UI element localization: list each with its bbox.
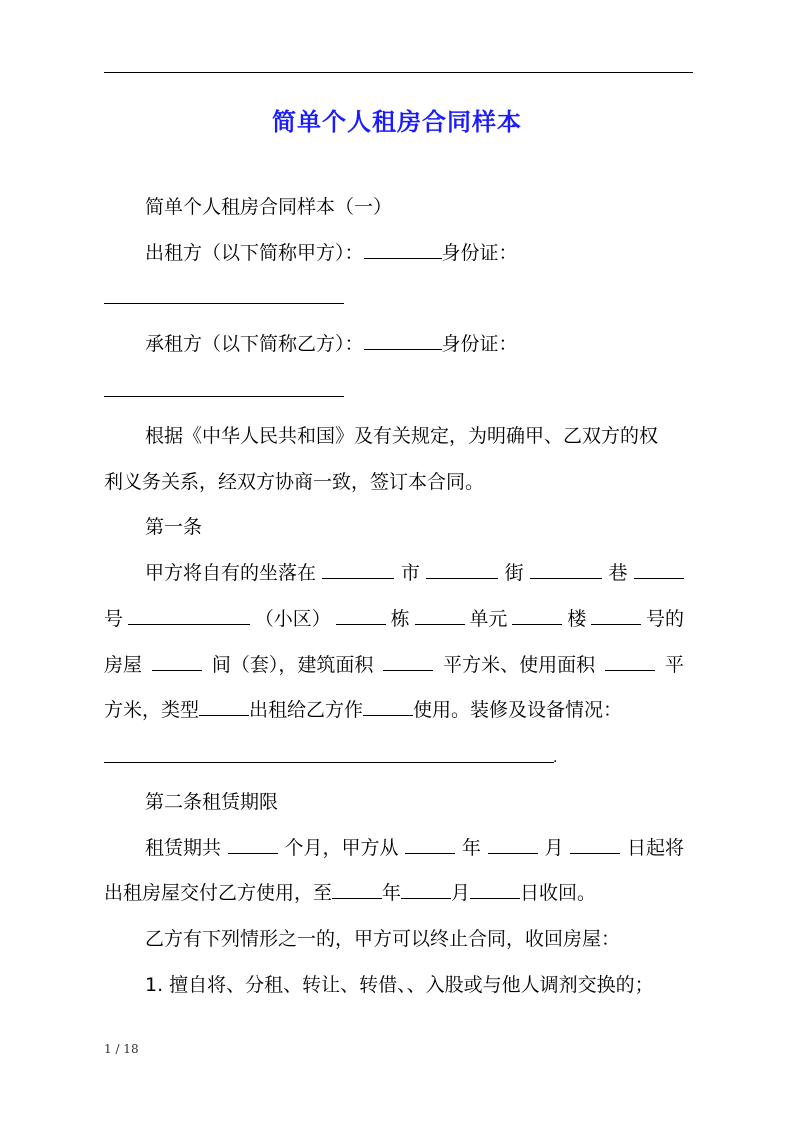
termination-intro: 乙方有下列情形之一的，甲方可以终止合同，收回房屋：: [145, 928, 621, 950]
lane-blank: [530, 560, 602, 579]
rooms-blank: [152, 652, 202, 671]
lessee-name-blank: [364, 331, 442, 350]
building-area-blank: [383, 652, 433, 671]
type-blank: [199, 697, 249, 716]
a2-text-5: 楼: [567, 608, 587, 630]
community-blank: [128, 606, 250, 625]
a1-text-4: 巷: [608, 562, 628, 584]
article-2-heading: 第二条租赁期限: [145, 791, 279, 813]
b1-text-1: 租赁期共: [145, 837, 222, 859]
a2-text-1: 号: [104, 608, 124, 630]
floor-blank: [512, 606, 562, 625]
header-rule: [104, 72, 693, 73]
article-2-line-2: [104, 880, 596, 906]
a1-text-3: 街: [504, 562, 524, 584]
lessee-line: [145, 331, 518, 357]
use-blank: [363, 697, 413, 716]
document-title: 简单个人租房合同样本: [272, 108, 522, 136]
start-month-blank: [488, 835, 538, 854]
b2-text-3: 月: [451, 882, 471, 904]
months-blank: [228, 835, 278, 854]
b2-text-1: 出租房屋交付乙方使用，至: [104, 882, 333, 904]
article-1-line-1: [145, 560, 684, 586]
a1-text-1: 甲方将自有的坐落在: [145, 562, 317, 584]
unit-blank: [415, 606, 465, 625]
a2-text-2: （小区）: [254, 608, 331, 630]
a1-text-2: 市: [400, 562, 420, 584]
lessor-id-blank: [104, 303, 344, 304]
a3-text-2: 间（套），建筑面积: [211, 654, 374, 676]
lessor-id-label: 身份证：: [441, 242, 518, 264]
a3-text-1: 房屋: [104, 654, 143, 676]
decoration-end-dot: .: [553, 750, 558, 766]
a3-text-3: 平方米、使用面积: [443, 654, 596, 676]
a2-text-6: 号的: [645, 608, 684, 630]
b1-text-3: 年: [461, 837, 481, 859]
b1-text-4: 月: [544, 837, 564, 859]
start-year-blank: [405, 835, 455, 854]
article-1-line-2: [104, 606, 684, 632]
termination-item-1: 1. 擅自将、分租、转让、转借、、入股或与他人调剂交换的；: [145, 974, 654, 996]
end-year-blank: [332, 880, 382, 899]
b2-text-4: 日收回。: [520, 882, 597, 904]
lessee-id-blank: [104, 396, 344, 397]
page-number: 1 / 18: [104, 1042, 139, 1056]
lessor-name-blank: [364, 240, 442, 259]
street-blank: [426, 560, 498, 579]
preamble-line-2: 利义务关系，经双方协商一致，签订本合同。: [104, 471, 485, 493]
lessee-id-label: 身份证：: [441, 333, 518, 355]
lessee-label: 承租方（以下简称乙方）：: [145, 333, 364, 355]
start-day-blank: [570, 835, 620, 854]
end-day-blank: [470, 880, 520, 899]
a4-text-2: 出租给乙方作: [249, 699, 364, 721]
subtitle-paragraph: 简单个人租房合同样本（一）: [145, 196, 393, 218]
city-blank: [322, 560, 394, 579]
usable-area-blank: [605, 652, 655, 671]
preamble-line-1: 根据《中华人民共和国》及有关规定，为明确甲、乙双方的权: [145, 425, 659, 447]
a2-text-4: 单元: [469, 608, 508, 630]
article-1-line-4: [104, 697, 622, 723]
decoration-blank: [104, 762, 554, 763]
a3-text-4: 平: [664, 654, 684, 676]
lessor-line: [145, 240, 518, 266]
lessor-label: 出租方（以下简称甲方）：: [145, 242, 364, 264]
a2-text-3: 栋: [390, 608, 410, 630]
b1-text-5: 日起将: [626, 837, 684, 859]
b1-text-2: 个月，甲方从: [284, 837, 399, 859]
article-2-line-1: [145, 835, 684, 861]
article-1-heading: 第一条: [145, 516, 203, 538]
a4-text-3: 使用。装修及设备情况：: [413, 699, 623, 721]
room-blank: [591, 606, 641, 625]
a4-text-1: 方米，类型: [104, 699, 200, 721]
number-blank: [634, 560, 684, 579]
article-1-line-3: [104, 652, 684, 678]
end-month-blank: [401, 880, 451, 899]
building-blank: [336, 606, 386, 625]
b2-text-2: 年: [382, 882, 402, 904]
